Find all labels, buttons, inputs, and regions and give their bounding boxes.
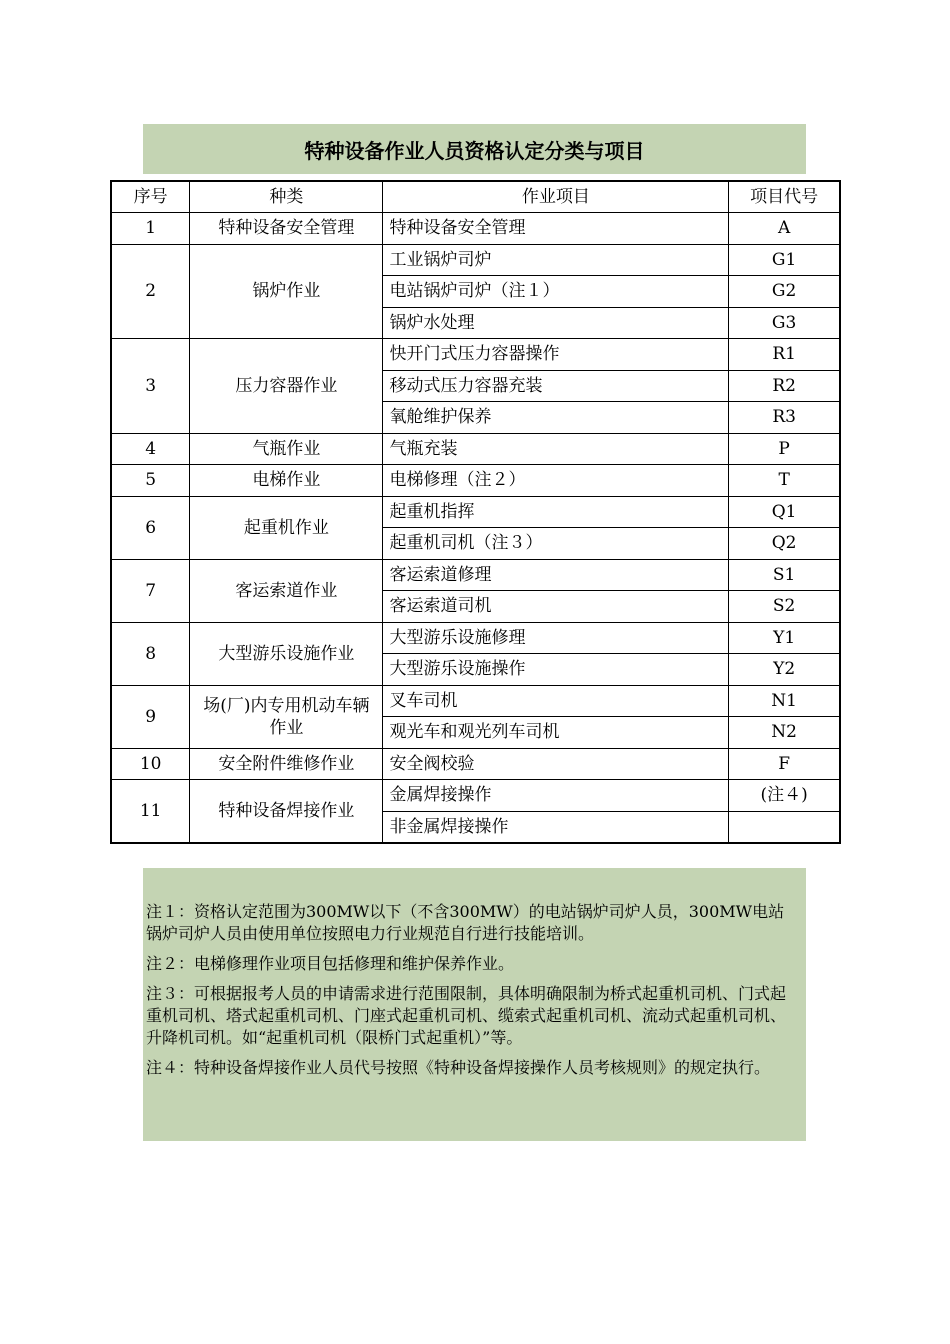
page-title: 特种设备作业人员资格认定分类与项目: [304, 138, 645, 163]
row-item-code: N2: [729, 717, 840, 749]
row-category: 客运索道作业: [190, 559, 383, 622]
header-category: 种类: [190, 181, 383, 213]
row-item-name: 金属焊接操作: [383, 780, 729, 812]
row-item-code: G2: [729, 276, 840, 308]
row-item-name: 移动式压力容器充装: [383, 370, 729, 402]
row-category: 锅炉作业: [190, 244, 383, 339]
table-row: [111, 465, 840, 497]
row-item-name: 锅炉水处理: [383, 307, 729, 339]
table-row: [111, 685, 840, 717]
note-4: 注４：特种设备焊接作业人员代号按照《特种设备焊接操作人员考核规则》的规定执行。: [146, 1058, 771, 1077]
row-number: 5: [111, 465, 190, 497]
row-category: 大型游乐设施作业: [190, 622, 383, 685]
row-item-code: R1: [729, 339, 840, 371]
row-number: 4: [111, 433, 190, 465]
row-number: 7: [111, 559, 190, 622]
qualification-table-container: [110, 180, 841, 844]
row-item-code: P: [729, 433, 840, 465]
row-item-code: Y2: [729, 654, 840, 686]
row-item-name: 非金属焊接操作: [383, 811, 729, 843]
row-item-code: S1: [729, 559, 840, 591]
note-2: 注２：电梯修理作业项目包括修理和维护保养作业。: [146, 954, 515, 973]
table-row: [111, 213, 840, 245]
row-item-name: 工业锅炉司炉: [383, 244, 729, 276]
table-row: [111, 780, 840, 812]
row-item-code: R3: [729, 402, 840, 434]
qualification-table: [110, 180, 841, 844]
page-title-bar: [143, 124, 806, 174]
row-item-code: R2: [729, 370, 840, 402]
row-item-name: 起重机指挥: [383, 496, 729, 528]
row-number: 10: [111, 748, 190, 780]
row-item-name: 起重机司机（注３）: [383, 528, 729, 560]
table-row: [111, 339, 840, 371]
row-item-code: N1: [729, 685, 840, 717]
row-item-name: 客运索道修理: [383, 559, 729, 591]
row-item-name: 电站锅炉司炉（注１）: [383, 276, 729, 308]
row-category: 安全附件维修作业: [190, 748, 383, 780]
row-category: 压力容器作业: [190, 339, 383, 434]
row-item-code: (注４): [729, 780, 840, 812]
row-category: 特种设备焊接作业: [190, 780, 383, 843]
row-item-code: G3: [729, 307, 840, 339]
table-row: [111, 244, 840, 276]
row-item-name: 气瓶充装: [383, 433, 729, 465]
row-item-code: A: [729, 213, 840, 245]
row-category: 电梯作业: [190, 465, 383, 497]
table-row: [111, 622, 840, 654]
header-num: 序号: [111, 181, 190, 213]
row-category: 特种设备安全管理: [190, 213, 383, 245]
row-item-code: G1: [729, 244, 840, 276]
row-number: 8: [111, 622, 190, 685]
row-category: 场(厂)内专用机动车辆作业: [190, 685, 383, 748]
row-item-name: 客运索道司机: [383, 591, 729, 623]
note-1: 注１：资格认定范围为300MW以下（不含300MW）的电站锅炉司炉人员，300MW电站锅炉司炉人员由使用单位按照电力行业规范自行进行技能培训。: [146, 902, 785, 943]
table-header-row: [111, 181, 840, 213]
row-item-code: T: [729, 465, 840, 497]
table-row: [111, 496, 840, 528]
row-item-code: Q2: [729, 528, 840, 560]
row-number: 2: [111, 244, 190, 339]
notes-section: [143, 868, 806, 1141]
row-number: 6: [111, 496, 190, 559]
row-number: 9: [111, 685, 190, 748]
row-item-name: 电梯修理（注２）: [383, 465, 729, 497]
row-item-code: [729, 811, 840, 843]
row-item-name: 叉车司机: [383, 685, 729, 717]
table-body: [111, 213, 840, 843]
header-item: 作业项目: [383, 181, 729, 213]
row-item-name: 快开门式压力容器操作: [383, 339, 729, 371]
row-item-name: 氧舱维护保养: [383, 402, 729, 434]
row-number: 1: [111, 213, 190, 245]
row-item-name: 观光车和观光列车司机: [383, 717, 729, 749]
row-item-name: 安全阀校验: [383, 748, 729, 780]
row-number: 11: [111, 780, 190, 843]
row-category: 气瓶作业: [190, 433, 383, 465]
row-item-name: 大型游乐设施操作: [383, 654, 729, 686]
note-3: 注３：可根据报考人员的申请需求进行范围限制，具体明确限制为桥式起重机司机、门式起重机司机、塔式起重机司机、门座式起重机司机、缆索式起重机司机、流动式起重机司机、升降机司机。如“起重机司机（限桥门式起重机）”等。: [146, 984, 787, 1047]
table-row: [111, 433, 840, 465]
row-item-name: 大型游乐设施修理: [383, 622, 729, 654]
row-number: 3: [111, 339, 190, 434]
table-row: [111, 748, 840, 780]
table-row: [111, 559, 840, 591]
row-item-code: F: [729, 748, 840, 780]
header-code: 项目代号: [729, 181, 840, 213]
row-item-code: Y1: [729, 622, 840, 654]
row-item-code: Q1: [729, 496, 840, 528]
row-category: 起重机作业: [190, 496, 383, 559]
row-item-code: S2: [729, 591, 840, 623]
row-item-name: 特种设备安全管理: [383, 213, 729, 245]
